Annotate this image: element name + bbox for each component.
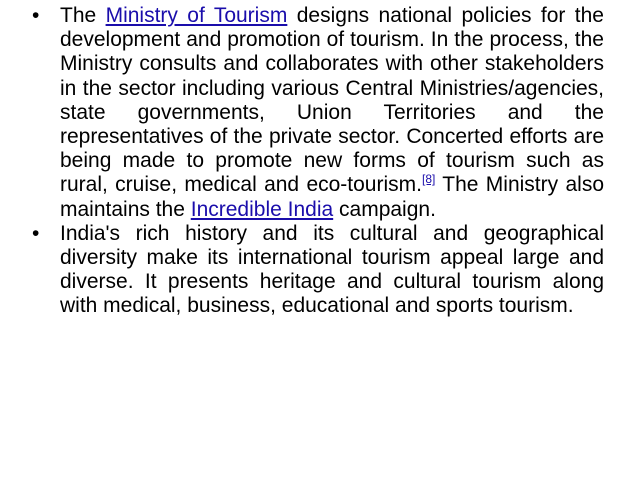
bullet-text-body: designs national policies for the development and promotion of tourism. In the process, the Ministry consults and collaborates with other stakeholders in the sector including various Central Ministries/agencies, state governments, Union Territories and the representatives of the private sector. Concerted efforts are being made to promote new forms of tourism such as rural, cruise, medical and eco-tourism. xyxy=(60,4,604,197)
bullet-text-maintains: The Ministry also maintains the xyxy=(60,173,604,221)
bullet-item-ministry xyxy=(32,4,604,222)
bullet-item-history xyxy=(32,222,604,319)
bullet-list xyxy=(32,4,604,319)
incredible-india-link[interactable]: Incredible India xyxy=(190,197,334,221)
bullet-text-campaign: campaign. xyxy=(333,197,436,221)
ministry-of-tourism-link[interactable]: Ministry of Tourism xyxy=(105,4,288,27)
bullet-marker: • xyxy=(32,221,40,245)
bullet-text-history: India's rich history and its cultural and geographical diversity make its international tourism appeal large and diverse. It presents heritage and cultural tourism along with medical, business, educational and sports tourism. xyxy=(60,221,604,318)
bullet-marker: • xyxy=(32,4,40,27)
reference-8-link[interactable]: [8] xyxy=(421,172,436,187)
bullet-text-intro: The xyxy=(60,4,106,27)
